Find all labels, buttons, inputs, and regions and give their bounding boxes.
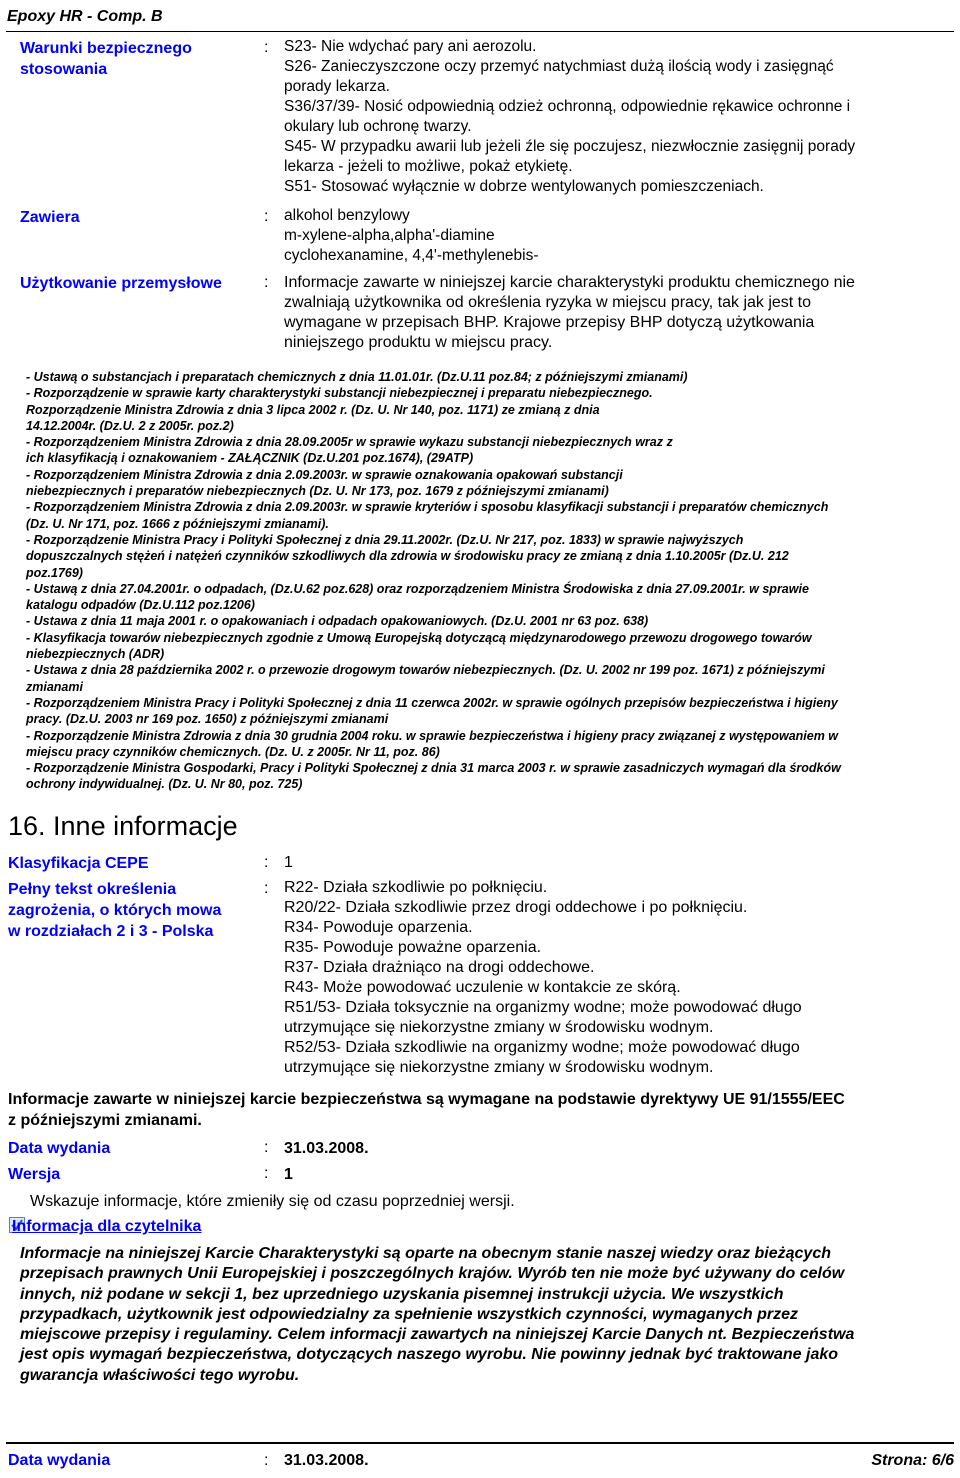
regulation-line: miejscu pracy czynników chemicznych. (Dz. U. z 2005r. Nr 11, poz. 86) — [26, 744, 440, 759]
uzytkowanie-value: Informacje zawarte w niniejszej karcie charakterystyki produktu chemicznego nie zwalniają użytkownika od określenia ryzyka w miejscu pracy, tak jak jest to wymagane w przepisach BHP. Krajowe przepisy BHP dotyczą użytkowania niniejszego produktu w miejscu pracy. — [284, 274, 855, 351]
regulation-line: 14.12.2004r. (Dz.U. 2 z 2005r. poz.2) — [26, 418, 234, 433]
regulation-line: - Rozporządzenie Ministra Gospodarki, Pracy i Polityki Społecznej z dnia 31 marca 2003 r. w sprawie zasadniczych wymagań dla środków — [26, 761, 841, 776]
field-colon: : — [264, 208, 269, 225]
regulation-line: - Ustawa z dnia 11 maja 2001 r. o opakowaniach i odpadach opakowaniowych. (Dz.U. 2001 nr 63 poz. 638) — [26, 614, 649, 629]
regulation-line: (Dz. U. Nr 171, poz. 1666 z późniejszymi zmianami). — [26, 516, 329, 531]
regulation-line: pracy. (Dz.U. 2003 nr 169 poz. 1650) z późniejszymi zmianami — [26, 712, 389, 727]
field-colon: : — [264, 1165, 269, 1182]
klasyfikacja-value: 1 — [284, 854, 293, 871]
regulation-line: - Rozporządzeniem Ministra Zdrowia z dnia 2.09.2003r. w sprawie kryteriów i sposobu klasyfikacji substancji i preparatów chemicznych — [26, 500, 829, 515]
field-colon: : — [264, 39, 269, 56]
uzytkowanie-label: Użytkowanie przemysłowe — [20, 275, 222, 292]
zawiera-value: alkohol benzylowy m-xylene-alpha,alpha'-diamine cyclohexanamine, 4,4'-methylenebis- — [284, 207, 539, 264]
regulation-line: katalogu odpadów (Dz.U.112 poz.1206) — [26, 598, 255, 613]
section-heading: 16. Inne informacje — [8, 811, 238, 841]
zawiera-label: Zawiera — [20, 209, 80, 226]
regulation-line: zmianami — [26, 679, 83, 694]
change-note: Wskazuje informacje, które zmieniły się od czasu poprzedniej wersji. — [30, 1193, 515, 1210]
regulation-line: Rozporządzenie Ministra Zdrowia z dnia 3 lipca 2002 r. (Dz. U. Nr 140, poz. 1171) ze zmianą z dnia — [26, 402, 600, 417]
klasyfikacja-label: Klasyfikacja CEPE — [8, 855, 149, 872]
regulation-line: - Ustawą z dnia 27.04.2001r. o odpadach, (Dz.U.62 poz.628) oraz rozporządzeniem Ministra Środowiska z dnia 27.09.2001r. w sprawie — [26, 581, 809, 596]
regulation-line: - Ustawa z dnia 28 października 2002 r. o przewozie drogowym towarów niebezpiecznych. (Dz. U. 2002 nr 199 poz. 1671) z późniejszymi — [26, 663, 825, 678]
footer-date: 31.03.2008. — [284, 1452, 369, 1469]
regulation-line: dopuszczalnych stężeń i natężeń czynników szkodliwych dla zdrowia w środowisku pracy ze zmianą z dnia 1.10.2005r (Dz.U. 212 — [26, 549, 789, 564]
field-colon: : — [264, 274, 269, 291]
regulation-line: - Klasyfikacja towarów niebezpiecznych zgodnie z Umową Europejską dotyczącą międzynarodowego przewozu drogowego towarów — [26, 630, 812, 645]
warunki-value: S23- Nie wdychać pary ani aerozolu. S26- Zanieczyszczone oczy przemyć natychmiast dużą ilością wody i zasięgnąć porady lekarza. S36/37/39- Nosić odpowiednią odzież ochronną, odpowiednie rękawice ochronne i okulary lub ochronę twarzy. S45- W przypadku awarii lub jeżeli źle się poczujesz, niezwłocznie zasięgnij porady lekarza - jeżeli to możliwe, pokaż etykietę. S51- Stosować wyłącznie w dobrze wentylowanych pomieszczeniach. — [284, 38, 856, 195]
field-colon: : — [264, 854, 269, 871]
regulation-line: ich klasyfikacją i oznakowaniem - ZAŁĄCZNIK (Dz.U.201 poz.1674), (29ATP) — [26, 451, 474, 466]
data-wydania-value: 31.03.2008. — [284, 1140, 369, 1157]
field-colon: : — [264, 1139, 269, 1156]
footer-divider — [6, 1442, 954, 1444]
field-colon: : — [264, 1452, 269, 1469]
regulation-line: ochrony indywidualnej. (Dz. U. Nr 80, poz. 725) — [26, 777, 303, 792]
document-title: Epoxy HR - Comp. B — [7, 8, 163, 25]
regulation-line: - Rozporządzenie Ministra Pracy i Polityki Społecznej z dnia 29.11.2002r. (Dz.U. Nr 217, poz. 1833) w sprawie najwyższych — [26, 532, 744, 547]
directive-note: Informacje zawarte w niniejszej karcie bezpieczeństwa są wymagane na podstawie dyrektywy UE 91/1555/EEC z późniejszymi zmianami. — [8, 1091, 845, 1129]
data-wydania-label: Data wydania — [8, 1140, 111, 1157]
page-number: Strona: 6/6 — [871, 1452, 954, 1469]
regulation-line: - Ustawą o substancjach i preparatach chemicznych z dnia 11.01.01r. (Dz.U.11 poz.84; z późniejszymi zmianami) — [26, 370, 688, 384]
regulation-line: - Rozporządzenie Ministra Zdrowia z dnia 30 grudnia 2004 roku. w sprawie bezpieczeństwa i higieny pracy związanej z występowaniem w — [26, 728, 839, 743]
regulation-line: - Rozporządzenie w sprawie karty charakterystyki substancji niebezpiecznej i preparatu niebezpiecznego. — [26, 386, 653, 401]
regulation-line: - Rozporządzeniem Ministra Zdrowia z dnia 28.09.2005r w sprawie wykazu substancji niebezpiecznych wraz z — [26, 435, 673, 450]
regulation-line: - Rozporządzeniem Ministra Pracy i Polityki Społecznej z dnia 11 czerwca 2002r. w sprawie ogólnych przepisów bezpieczeństwa i higieny — [26, 695, 838, 710]
wersja-label: Wersja — [8, 1166, 61, 1183]
regulation-line: poz.1769) — [26, 565, 83, 580]
pelny-tekst-label: Pełny tekst określenia zagrożenia, o których mowa w rozdziałach 2 i 3 - Polska — [8, 881, 222, 940]
reader-information: Informacje na niniejszej Karcie Charakterystyki są oparte na obecnym stanie naszej wiedzy oraz bieżących przepisach prawnych Unii Europejskiej i poszczególnych krajów. Wyrób ten nie może być używany do celów innych, niż podane w sekcji 1, bez uprzedniego uzyskania pisemnej instrukcji użycia. We wszystkich przypadkach, użytkownik jest odpowiedzialny za spełnienie wszystkich czynności, wymaganych przez miejscowe przepisy i regulaminy. Celem informacji zawartych na niniejszej Karcie Danych nt. Bezpieczeństwa jest opis wymagań bezpieczeństwa, dotyczących naszego wyrobu. Nie powinny jednak być traktowane jako gwarancja właściwości tego wyrobu. — [20, 1245, 855, 1384]
regulation-line: niebezpiecznych i preparatów niebezpiecznych (Dz. U. Nr 173, poz. 1679 z późniejszymi zmianami) — [26, 484, 609, 499]
r-phrases-list: R22- Działa szkodliwie po połknięciu. R20/22- Działa szkodliwie przez drogi oddechowe i po połknięciu. R34- Powoduje oparzenia. R35- Powoduje poważne oparzenia. R37- Działa drażniąco na drogi oddechowe. R43- Może powodować uczulenie w kontakcie ze skórą. R51/53- Działa toksycznie na organizmy wodne; może powodować długo utrzymujące się niekorzystne zmiany w środowisku wodnym. R52/53- Działa szkodliwie na organizmy wodne; może powodować długo utrzymujące się niekorzystne zmiany w środowisku wodnym. — [284, 879, 802, 1076]
footer-date-label: Data wydania — [8, 1452, 111, 1469]
field-colon: : — [264, 880, 269, 897]
header-divider — [6, 31, 954, 32]
regulations-list — [26, 369, 956, 793]
informacja-link[interactable]: Informacja dla czytelnika — [12, 1218, 202, 1235]
regulation-line: - Rozporządzeniem Ministra Zdrowia z dnia 2.09.2003r. w sprawie oznakowania opakowań substancji — [26, 467, 623, 482]
warunki-label: Warunki bezpiecznego stosowania — [20, 40, 192, 78]
regulation-line: niebezpiecznych (ADR) — [26, 647, 165, 662]
wersja-value: 1 — [284, 1166, 293, 1183]
